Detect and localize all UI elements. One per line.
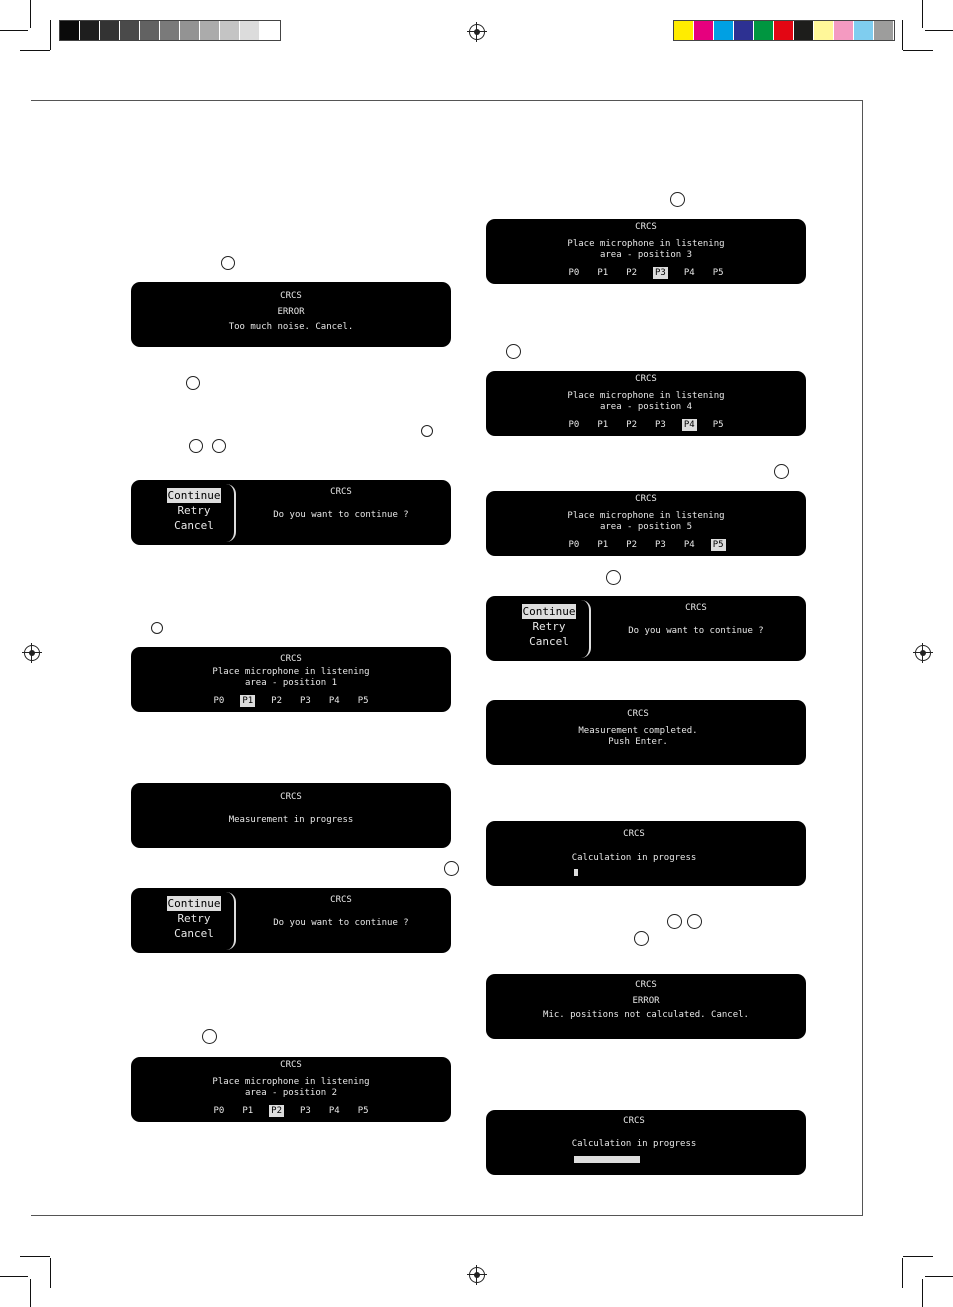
menu-item-retry[interactable]: Retry (532, 620, 566, 633)
instruction-line-1: Place microphone in listening (567, 391, 725, 401)
crop-mark (20, 50, 50, 51)
position-p4[interactable]: P4 (328, 696, 340, 706)
crop-mark (20, 1256, 50, 1257)
menu-item-continue[interactable]: Continue (522, 605, 576, 618)
color-swatch (240, 21, 259, 40)
registration-mark-icon (469, 24, 485, 40)
step-marker-circle (667, 914, 682, 929)
step-marker-circle (506, 344, 521, 359)
lcd-screen-error-noise (131, 282, 451, 347)
page-frame-right (862, 100, 863, 1216)
menu-item-cancel[interactable]: Cancel (174, 519, 214, 532)
instruction-line-2: area - position 5 (599, 522, 693, 532)
screen-title: CRCS (330, 487, 352, 497)
menu-item-cancel[interactable]: Cancel (174, 927, 214, 940)
position-p0[interactable]: P0 (568, 540, 580, 550)
crop-mark (925, 1276, 953, 1277)
color-swatch (180, 21, 199, 40)
color-swatch (120, 21, 139, 40)
position-p0[interactable]: P0 (213, 696, 225, 706)
color-swatch (80, 21, 99, 40)
position-selector (131, 1105, 451, 1117)
crop-mark (50, 20, 51, 50)
color-swatch (674, 21, 693, 40)
position-p0[interactable]: P0 (568, 420, 580, 430)
step-marker-circle (606, 570, 621, 585)
color-swatch (694, 21, 713, 40)
crop-mark (903, 1256, 933, 1257)
screen-title: CRCS (280, 1060, 302, 1070)
error-label: ERROR (632, 996, 660, 1006)
instruction-line-2: area - position 4 (599, 402, 693, 412)
position-p4[interactable]: P4 (328, 1106, 340, 1116)
color-swatch (794, 21, 813, 40)
lcd-screen-continue (131, 480, 451, 545)
menu-bracket (581, 600, 591, 658)
screen-title: CRCS (635, 222, 657, 232)
step-marker-circle (774, 464, 789, 479)
status-text: Measurement completed. (578, 726, 698, 736)
menu-item-cancel[interactable]: Cancel (529, 635, 569, 648)
menu-item-continue[interactable]: Continue (167, 489, 221, 502)
position-p4[interactable]: P4 (683, 268, 695, 278)
position-p5[interactable]: P5 (712, 540, 724, 550)
menu-item-continue[interactable]: Continue (167, 897, 221, 910)
color-swatch (200, 21, 219, 40)
step-marker-circle (202, 1029, 217, 1044)
crop-mark (902, 1258, 903, 1288)
color-swatch (714, 21, 733, 40)
crop-mark (922, 1279, 923, 1307)
menu-bracket (226, 892, 236, 950)
crop-mark (922, 0, 923, 28)
step-marker-circle (444, 861, 459, 876)
crop-mark (30, 0, 31, 28)
error-message: Mic. positions not calculated. Cancel. (543, 1010, 749, 1020)
instruction-line-1: Place microphone in listening (567, 511, 725, 521)
color-swatch (834, 21, 853, 40)
menu-item-retry[interactable]: Retry (177, 912, 211, 925)
lcd-screen-calculation-progress (486, 1110, 806, 1175)
lcd-screen-measurement-completed (486, 700, 806, 765)
color-swatch (814, 21, 833, 40)
position-selector (486, 539, 806, 551)
status-text: Measurement in progress (228, 815, 354, 825)
screen-title: CRCS (623, 829, 645, 839)
position-p0[interactable]: P0 (213, 1106, 225, 1116)
color-swatch (140, 21, 159, 40)
position-p5[interactable]: P5 (357, 696, 369, 706)
position-p0[interactable]: P0 (568, 268, 580, 278)
crop-mark (903, 50, 933, 51)
position-p5[interactable]: P5 (712, 420, 724, 430)
page-frame-top (31, 100, 863, 101)
position-p2[interactable]: P2 (271, 1106, 282, 1116)
position-selector (486, 267, 806, 279)
color-swatch (874, 21, 893, 40)
question-text: Do you want to continue ? (628, 626, 764, 636)
menu-bracket (226, 484, 236, 542)
position-p4[interactable]: P4 (683, 420, 695, 430)
error-label: ERROR (277, 307, 305, 317)
screen-title: CRCS (635, 980, 657, 990)
position-p1[interactable]: P1 (242, 1106, 254, 1116)
color-swatch (854, 21, 873, 40)
instruction-line-2: area - position 1 (244, 678, 338, 688)
lcd-screen-position-4 (486, 371, 806, 436)
color-swatch (220, 21, 239, 40)
menu-item-retry[interactable]: Retry (177, 504, 211, 517)
grayscale-color-bar (59, 20, 281, 41)
registration-mark-icon (469, 1267, 485, 1283)
cmyk-color-bar (673, 20, 895, 41)
position-p1[interactable]: P1 (597, 540, 609, 550)
position-p4[interactable]: P4 (683, 540, 695, 550)
step-marker-circle (189, 439, 203, 453)
screen-title: CRCS (635, 374, 657, 384)
lcd-screen-position-1 (131, 647, 451, 712)
progress-bar (574, 1156, 640, 1163)
lcd-screen-error-mic (486, 974, 806, 1039)
step-marker-circle (186, 376, 200, 390)
position-p3[interactable]: P3 (655, 540, 666, 550)
instruction-line-1: Place microphone in listening (212, 1077, 370, 1087)
screen-title: CRCS (635, 494, 657, 504)
screen-title: CRCS (627, 709, 649, 719)
lcd-screen-measurement-progress (131, 783, 451, 848)
position-p1[interactable]: P1 (242, 696, 254, 706)
position-p5[interactable]: P5 (357, 1106, 369, 1116)
lcd-screen-calculation-progress (486, 821, 806, 886)
registration-mark-icon (915, 645, 931, 661)
error-message: Too much noise. Cancel. (228, 322, 354, 332)
screen-title: CRCS (330, 895, 352, 905)
crop-mark (50, 1258, 51, 1288)
lcd-screen-continue (131, 888, 451, 953)
instruction-text: Push Enter. (608, 737, 668, 747)
step-marker-circle (221, 256, 235, 270)
position-p1[interactable]: P1 (597, 420, 609, 430)
color-swatch (734, 21, 753, 40)
step-marker-circle (151, 622, 163, 634)
instruction-line-2: area - position 3 (599, 250, 693, 260)
screen-title: CRCS (280, 291, 302, 301)
crop-mark (0, 30, 28, 31)
step-marker-circle (421, 425, 433, 437)
screen-title: CRCS (685, 603, 707, 613)
status-text: Calculation in progress (571, 853, 697, 863)
color-swatch (260, 21, 279, 40)
step-marker-circle (670, 192, 685, 207)
option-menu (161, 488, 227, 533)
color-swatch (160, 21, 179, 40)
lcd-screen-position-3 (486, 219, 806, 284)
step-marker-circle (634, 931, 649, 946)
lcd-screen-continue (486, 596, 806, 661)
position-selector (131, 695, 451, 707)
page-frame-bottom (31, 1215, 863, 1216)
position-p2[interactable]: P2 (626, 268, 637, 278)
color-swatch (774, 21, 793, 40)
screen-title: CRCS (280, 654, 302, 664)
position-selector (486, 419, 806, 431)
position-p3[interactable]: P3 (655, 420, 666, 430)
screen-title: CRCS (623, 1116, 645, 1126)
screen-title: CRCS (280, 792, 302, 802)
option-menu (161, 896, 227, 941)
position-p3[interactable]: P3 (300, 696, 311, 706)
step-marker-circle (212, 439, 226, 453)
status-text: Calculation in progress (571, 1139, 697, 1149)
lcd-screen-position-2 (131, 1057, 451, 1122)
question-text: Do you want to continue ? (273, 918, 409, 928)
option-menu (516, 604, 582, 649)
progress-bar (574, 869, 578, 876)
question-text: Do you want to continue ? (273, 510, 409, 520)
instruction-line-1: Place microphone in listening (567, 239, 725, 249)
instruction-line-2: area - position 2 (244, 1088, 338, 1098)
position-p3[interactable]: P3 (655, 268, 666, 278)
position-p3[interactable]: P3 (300, 1106, 311, 1116)
crop-mark (925, 30, 953, 31)
instruction-line-1: Place microphone in listening (212, 667, 370, 677)
lcd-screen-position-5 (486, 491, 806, 556)
color-swatch (754, 21, 773, 40)
position-p2[interactable]: P2 (271, 696, 282, 706)
position-p2[interactable]: P2 (626, 540, 637, 550)
crop-mark (0, 1276, 28, 1277)
step-marker-circle (687, 914, 702, 929)
color-swatch (60, 21, 79, 40)
position-p2[interactable]: P2 (626, 420, 637, 430)
crop-mark (30, 1279, 31, 1307)
registration-mark-icon (24, 645, 40, 661)
position-p5[interactable]: P5 (712, 268, 724, 278)
crop-mark (902, 20, 903, 50)
position-p1[interactable]: P1 (597, 268, 609, 278)
color-swatch (100, 21, 119, 40)
